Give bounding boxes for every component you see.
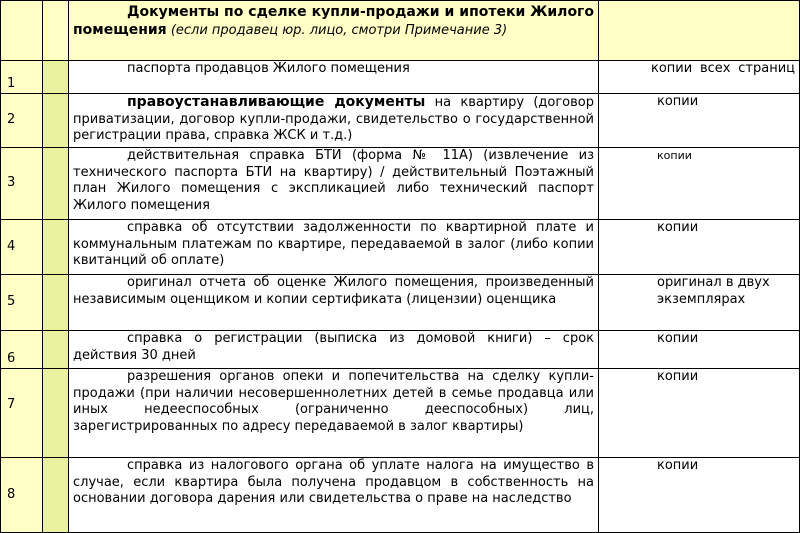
row-text: оригинал отчета об оценке Жилого помещения, произведенный независимым оценщиком и копии сертификата (лицензии) оценщика — [69, 275, 599, 331]
table-row — [1, 275, 800, 331]
row-side: копии — [599, 331, 800, 369]
row-side: копии — [599, 369, 800, 458]
row-text: справка о регистрации (выписка из домовой книги) – срок действия 30 дней — [69, 331, 599, 369]
row-side: копии — [599, 220, 800, 275]
table-row — [1, 220, 800, 275]
row-text: действительная справка БТИ (форма № 11А) (извлечение из технического паспорта БТИ на квартиру) / действительный Поэтажный план Жилого помещения с экспликацией либо технический паспорт Жилого помещения — [69, 148, 599, 220]
header-note: (если продавец юр. лицо, смотри Примечание 3) — [170, 22, 508, 38]
row-side: оригинал в двух экземплярах — [599, 275, 800, 331]
table-row — [1, 94, 800, 148]
header-gap-cell — [43, 1, 69, 61]
row-text: справка об отсутствии задолженности по квартирной плате и коммунальным платежам по квартире, передаваемой в залог (либо копии квитанций об оплате) — [69, 220, 599, 275]
table-row — [1, 331, 800, 369]
row-number: 6 — [1, 331, 43, 369]
row-number: 7 — [1, 369, 43, 458]
row-side: копии — [599, 94, 800, 148]
table-row — [1, 61, 800, 94]
table-header-row — [1, 1, 800, 61]
row-number: 3 — [1, 148, 43, 220]
row-number: 4 — [1, 220, 43, 275]
header-title-cell — [69, 1, 599, 61]
row-side: копии — [599, 458, 800, 533]
row-text: справка из налогового органа об уплате налога на имущество в случае, если квартира была получена продавцом в собственность на основании договора дарения или свидетельства о праве на наследство — [69, 458, 599, 533]
header-title: Документы по сделке купли-продажи и ипотеки Жилого помещения — [73, 4, 594, 38]
row-text: разрешения органов опеки и попечительства на сделку купли-продажи (при наличии несовершеннолетних детей в семье продавца или иных недееспособных (ограниченно дееспособных) лиц, зарегистрированных по адресу передаваемой в залог квартиры) — [69, 369, 599, 458]
row-side: копии — [599, 148, 800, 220]
table-row — [1, 148, 800, 220]
row-text: правоустанавливающие документы на квартиру (договор приватизации, договор купли-продажи, свидетельство о государственной регистрации права, справка ЖСК и т.д.) — [69, 94, 599, 148]
row-text: паспорта продавцов Жилого помещения — [69, 61, 599, 94]
row-number: 5 — [1, 275, 43, 331]
table-row — [1, 369, 800, 458]
row-number: 2 — [1, 94, 43, 148]
row-side: копии всех страниц — [599, 61, 800, 94]
row-number: 8 — [1, 458, 43, 533]
table-row — [1, 458, 800, 533]
row-number: 1 — [1, 61, 43, 94]
header-num-cell — [1, 1, 43, 61]
header-side-cell — [599, 1, 800, 61]
